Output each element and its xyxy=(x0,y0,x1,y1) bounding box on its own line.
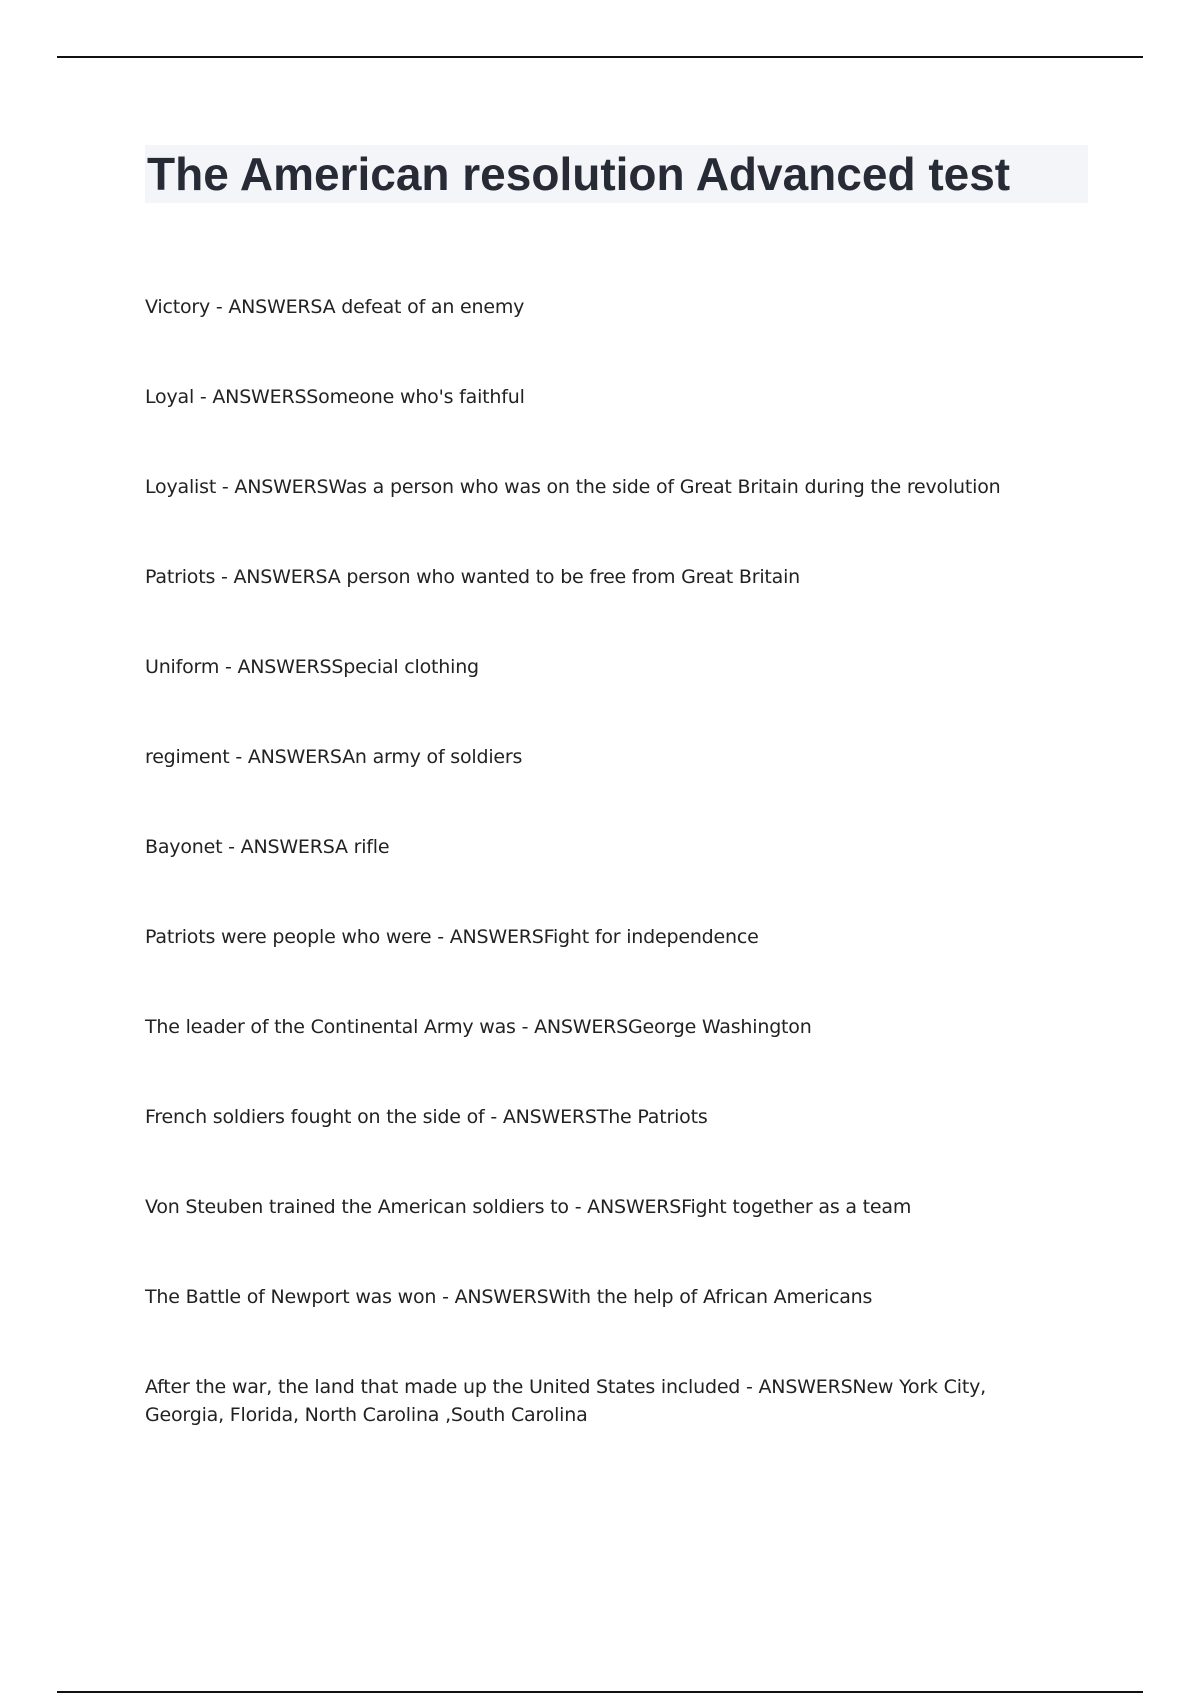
qa-item: After the war, the land that made up the United States included - ANSWERSNew York City, Georgia, Florida, North Carolina ,South Carolina xyxy=(145,1376,986,1426)
qa-item: Uniform - ANSWERSSpecial clothing xyxy=(145,656,479,678)
qa-item: Bayonet - ANSWERSA rifle xyxy=(145,836,390,858)
qa-item: Patriots were people who were - ANSWERSFight for independence xyxy=(145,926,759,948)
qa-item: The Battle of Newport was won - ANSWERSWith the help of African Americans xyxy=(145,1286,873,1308)
qa-item: French soldiers fought on the side of - ANSWERSThe Patriots xyxy=(145,1106,708,1128)
qa-list xyxy=(145,293,1065,1491)
qa-item: Von Steuben trained the American soldiers to - ANSWERSFight together as a team xyxy=(145,1196,912,1218)
top-divider xyxy=(57,56,1143,58)
qa-item: Loyalist - ANSWERSWas a person who was on the side of Great Britain during the revolution xyxy=(145,476,1001,498)
bottom-divider xyxy=(57,1691,1143,1693)
page-title: The American resolution Advanced test xyxy=(147,148,1011,200)
qa-item: Patriots - ANSWERSA person who wanted to be free from Great Britain xyxy=(145,566,801,588)
qa-item: Loyal - ANSWERSSomeone who's faithful xyxy=(145,386,525,408)
title-block xyxy=(145,145,1088,203)
qa-item: regiment - ANSWERSAn army of soldiers xyxy=(145,746,523,768)
qa-item: The leader of the Continental Army was - ANSWERSGeorge Washington xyxy=(145,1016,812,1038)
qa-item: Victory - ANSWERSA defeat of an enemy xyxy=(145,296,525,318)
